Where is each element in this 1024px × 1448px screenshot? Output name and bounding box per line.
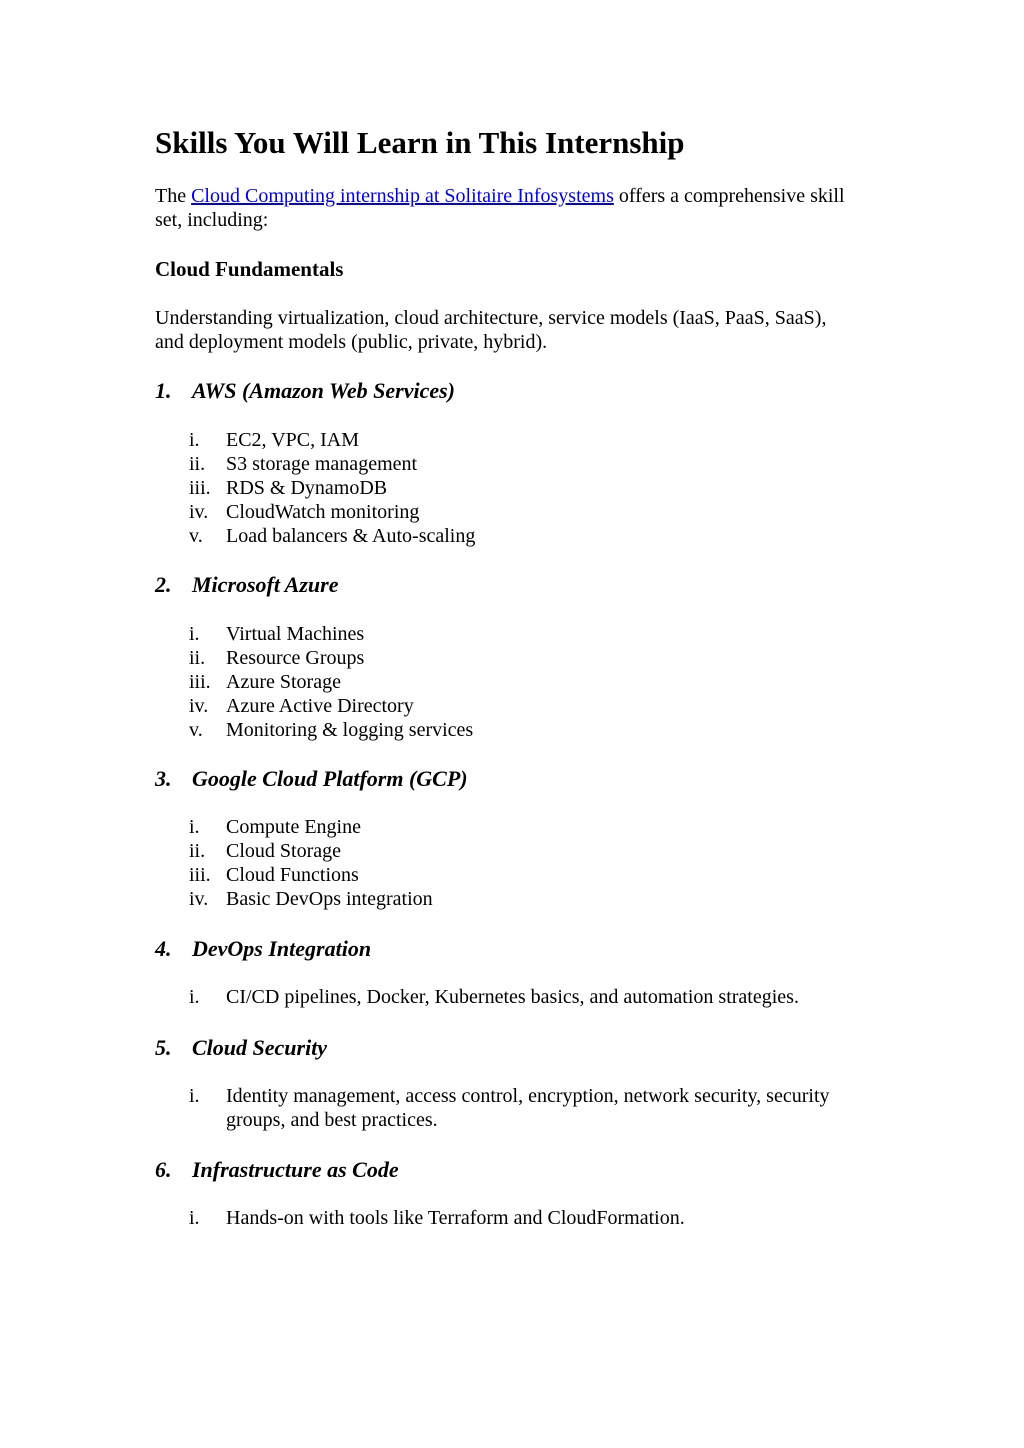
intro-paragraph xyxy=(155,184,875,232)
section-list xyxy=(189,622,869,742)
list-numeral: ii. xyxy=(189,647,206,669)
list-item xyxy=(189,476,869,500)
list-numeral: v. xyxy=(189,719,203,741)
list-item-text: Basic DevOps integration xyxy=(226,888,433,910)
section-number: 3. xyxy=(155,766,172,791)
list-item-text: CloudWatch monitoring xyxy=(226,501,420,523)
list-item xyxy=(189,1084,869,1132)
section-heading xyxy=(155,378,875,404)
section-title: Microsoft Azure xyxy=(192,572,339,597)
fundamentals-heading: Cloud Fundamentals xyxy=(155,257,344,281)
section-title: Cloud Security xyxy=(192,1035,328,1060)
list-item xyxy=(189,622,869,646)
list-item xyxy=(189,815,869,839)
section-number: 4. xyxy=(155,936,172,961)
list-numeral: i. xyxy=(189,429,200,451)
list-item-text: Resource Groups xyxy=(226,647,365,669)
list-item xyxy=(189,428,869,452)
list-item xyxy=(189,1206,869,1230)
section-list xyxy=(189,1206,869,1230)
list-item-text: Load balancers & Auto-scaling xyxy=(226,525,476,547)
list-numeral: iv. xyxy=(189,501,209,523)
list-numeral: ii. xyxy=(189,840,206,862)
list-item-text: EC2, VPC, IAM xyxy=(226,429,359,451)
section-number: 5. xyxy=(155,1035,172,1060)
list-numeral: iv. xyxy=(189,695,209,717)
list-item-text: Virtual Machines xyxy=(226,623,365,645)
section-title: AWS (Amazon Web Services) xyxy=(192,378,456,403)
internship-link[interactable]: Cloud Computing internship at Solitaire Infosystems xyxy=(191,185,614,207)
list-numeral: i. xyxy=(189,623,200,645)
list-item xyxy=(189,863,869,887)
intro-text-end: offers a comprehensive skill set, including: xyxy=(155,185,845,231)
list-numeral: ii. xyxy=(189,453,206,475)
list-item-text: CI/CD pipelines, Docker, Kubernetes basics, and automation strategies. xyxy=(226,986,799,1008)
list-item-text: Azure Active Directory xyxy=(226,695,414,717)
list-numeral: v. xyxy=(189,525,203,547)
section-heading xyxy=(155,572,875,598)
list-item xyxy=(189,500,869,524)
list-item xyxy=(189,646,869,670)
section-number: 2. xyxy=(155,572,172,597)
section-list xyxy=(189,985,869,1009)
list-item-text: Cloud Functions xyxy=(226,864,359,886)
list-numeral: i. xyxy=(189,1207,200,1229)
list-numeral: iii. xyxy=(189,864,211,886)
list-item-text: Cloud Storage xyxy=(226,840,341,862)
section-heading xyxy=(155,936,875,962)
list-numeral: i. xyxy=(189,1085,200,1107)
list-item xyxy=(189,694,869,718)
list-item xyxy=(189,839,869,863)
list-item-text: Azure Storage xyxy=(226,671,341,693)
section-title: Infrastructure as Code xyxy=(192,1157,399,1182)
page-title: Skills You Will Learn in This Internship xyxy=(155,125,685,160)
list-item-text: Identity management, access control, encryption, network security, security groups, and best practices. xyxy=(226,1085,830,1131)
list-item-text: S3 storage management xyxy=(226,453,418,475)
list-item-text: Hands-on with tools like Terraform and CloudFormation. xyxy=(226,1207,685,1229)
section-list xyxy=(189,815,869,911)
section-heading xyxy=(155,1157,875,1183)
list-numeral: iii. xyxy=(189,671,211,693)
list-numeral: i. xyxy=(189,816,200,838)
list-item xyxy=(189,718,869,742)
list-item-text: Monitoring & logging services xyxy=(226,719,474,741)
list-item-text: RDS & DynamoDB xyxy=(226,477,388,499)
list-numeral: i. xyxy=(189,986,200,1008)
list-item xyxy=(189,670,869,694)
section-list xyxy=(189,428,869,548)
section-heading xyxy=(155,1035,875,1061)
section-title: Google Cloud Platform (GCP) xyxy=(192,766,468,791)
intro-text: The xyxy=(155,185,192,207)
section-heading xyxy=(155,766,875,792)
section-list xyxy=(189,1084,869,1132)
section-number: 1. xyxy=(155,378,172,403)
section-title: DevOps Integration xyxy=(192,936,372,961)
list-item-text: Compute Engine xyxy=(226,816,361,838)
list-item xyxy=(189,452,869,476)
fundamentals-paragraph: Understanding virtualization, cloud architecture, service models (IaaS, PaaS, SaaS), and deployment models (public, private, hybrid). xyxy=(155,307,827,353)
list-numeral: iii. xyxy=(189,477,211,499)
list-numeral: iv. xyxy=(189,888,209,910)
list-item xyxy=(189,887,869,911)
list-item xyxy=(189,985,869,1009)
list-item xyxy=(189,524,869,548)
section-number: 6. xyxy=(155,1157,172,1182)
